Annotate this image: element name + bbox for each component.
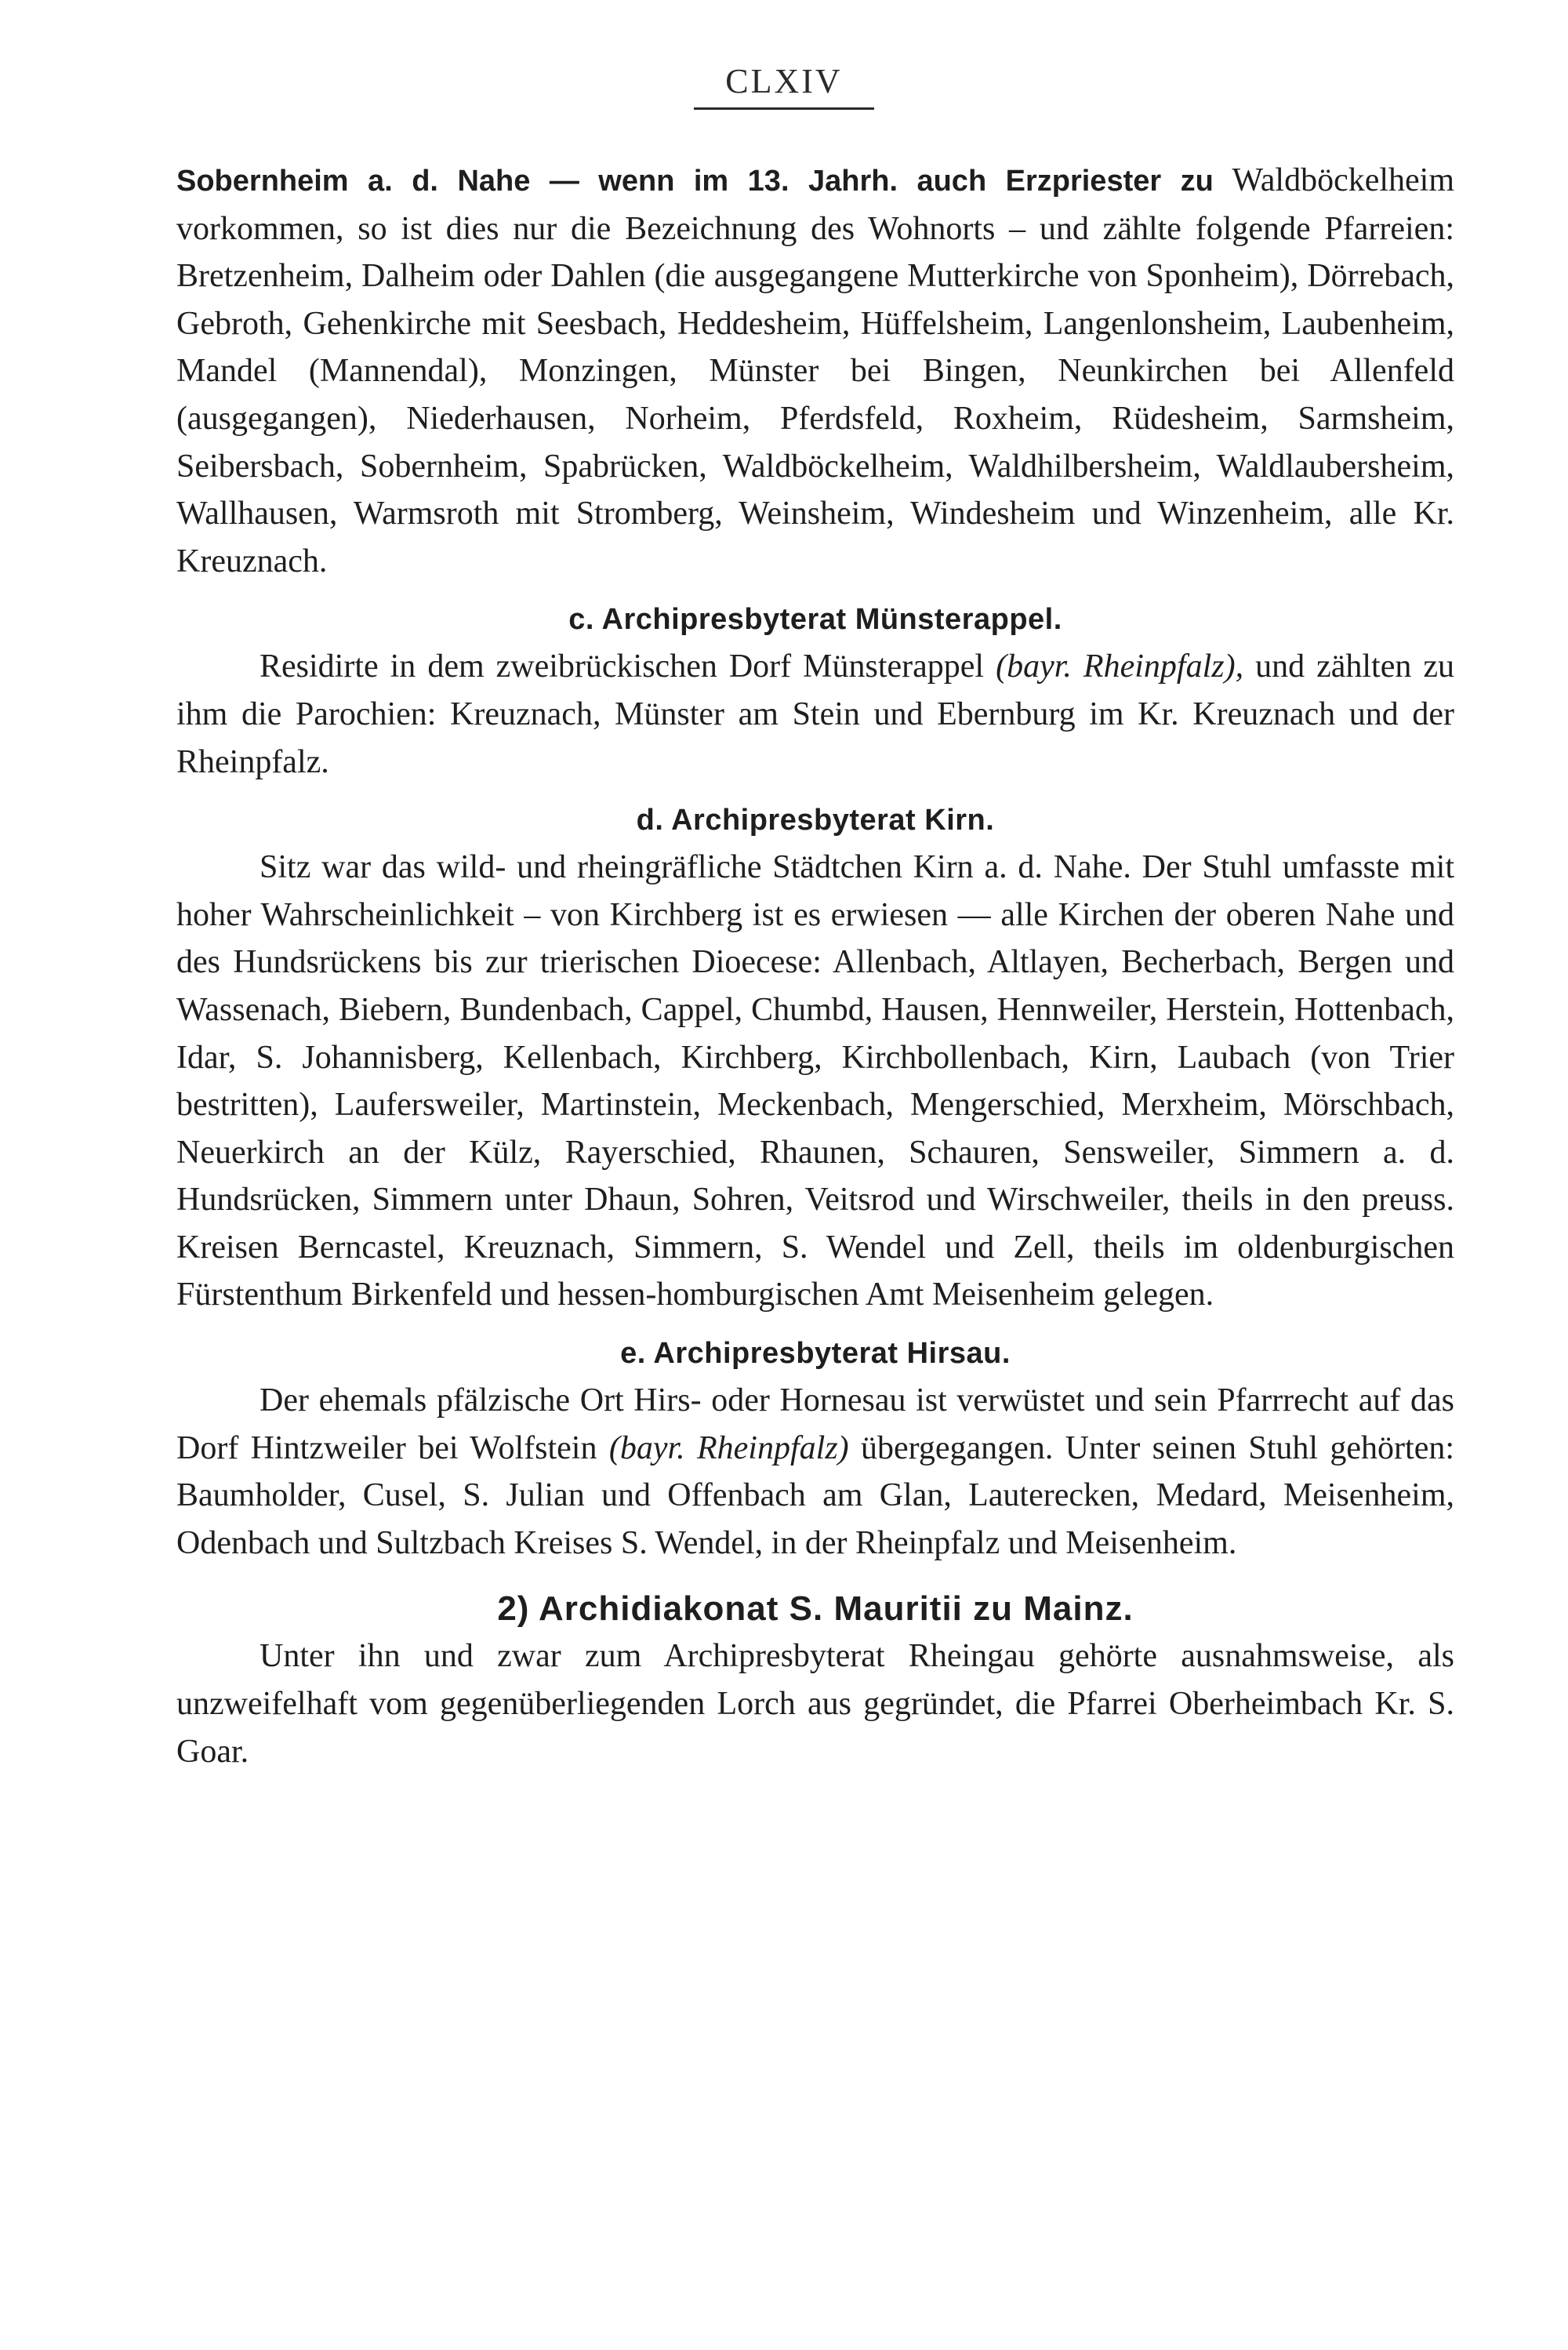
paragraph-lead: Sobernheim a. d. Nahe — wenn im 13. Jahrh. auch Erzpriester zu (176, 165, 1214, 198)
text-run: Der ehemals pfälzische Ort Hirs- oder Hornesau ist verwüstet und sein Pfarrrecht auf das Dorf Hintzweiler bei Wolfstein (176, 1382, 1454, 1466)
paragraph-text: Waldböckelheim vorkommen, so ist dies nur die Bezeichnung des Wohnorts – und zählte folgende Pfarreien: Bretzenheim, Dalheim oder Dahlen (die ausgegangene Mutterkirche von Sponheim), Dörrebach, Gebroth, Gehenkirche mit Seesbach, Heddesheim, Hüffelsheim, Langenlonsheim, Laubenheim, Mandel (Mannendal), Monzingen, Münster bei Bingen, Neunkirchen bei Allenfeld (ausgegangen), Niederhausen, Norheim, Pferdsfeld, Roxheim, Rüdesheim, Sarmsheim, Seibersbach, Sobernheim, Spabrücken, Waldböckelheim, Waldhilbersheim, Waldlaubersheim, Wallhausen, Warmsroth mit Stromberg, Weinsheim, Windesheim und Winzenheim, alle Kr. Kreuznach. (176, 162, 1454, 579)
italic-run: (bayr. Rheinpfalz) (608, 1429, 849, 1466)
text-run: übergegangen. Unter seinen Stuhl gehörten: Baumholder, Cusel, S. Julian und Offenbach am Glan, Lauterecken, Medard, Meisenheim, Odenbach und Sultzbach Kreises S. Wendel, in der Rheinpfalz und Meisenheim. (176, 1429, 1454, 1561)
section-heading-mauritii: 2) Archidiakonat S. Mauritii zu Mainz. (497, 1589, 1134, 1629)
section-text-mauritii: Unter ihn und zwar zum Archipresbyterat Rheingau gehörte ausnahmsweise, als unzweifelhaft vom gegenüberliegenden Lorch aus gegründet, die Pfarrei Oberheimbach Kr. S. Goar. (176, 1638, 1454, 1770)
section-text-kirn: Sitz war das wild- und rheingräfliche Städtchen Kirn a. d. Nahe. Der Stuhl umfasste mit hoher Wahrscheinlichkeit – von Kirchberg ist es erwiesen — alle Kirchen der oberen Nahe und des Hundsrückens bis zur trierischen Dioecese: Allenbach, Altlayen, Becherbach, Bergen und Wassenach, Biebern, Bundenbach, Cappel, Chumbd, Hausen, Hennweiler, Herstein, Hottenbach, Idar, S. Johannisberg, Kellenbach, Kirchberg, Kirchbollenbach, Kirn, Laubach (von Trier bestritten), Laufersweiler, Martinstein, Meckenbach, Mengerschied, Merxheim, Mörschbach, Neuerkirch an der Külz, Rayerschied, Rhaunen, Schauren, Sensweiler, Simmern a. d. Hundsrücken, Simmern unter Dhaun, Sohren, Veitsrod und Wirschweiler, theils in den preuss. Kreisen Berncastel, Kreuznach, Simmern, S. Wendel und Zell, theils im oldenburgischen Fürstenthum Birkenfeld und hessen-homburgischen Amt Meisenheim gelegen. (176, 849, 1454, 1313)
text-run: Residirte in dem zweibrückischen Dorf Münsterappel (260, 648, 996, 685)
section-heading-kirn: d. Archipresbyterat Kirn. (636, 804, 995, 837)
page-body (176, 157, 1454, 1775)
section-text-hirsau (176, 1377, 1454, 1567)
italic-run: (bayr. Rheinpfalz), (996, 648, 1244, 685)
page-header (0, 61, 1568, 110)
section-text-muensterappel (176, 643, 1454, 786)
text-run: und zählten zu ihm die Parochien: Kreuznach, Münster am Stein und Ebernburg im Kr. Kreuznach und der Rheinpfalz. (176, 648, 1455, 780)
section-heading-muensterappel: c. Archipresbyterat Münsterappel. (568, 603, 1062, 637)
section-heading-hirsau: e. Archipresbyterat Hirsau. (620, 1337, 1011, 1371)
page-number: CLXIV (694, 61, 873, 110)
paragraph-sobernheim (176, 157, 1454, 585)
